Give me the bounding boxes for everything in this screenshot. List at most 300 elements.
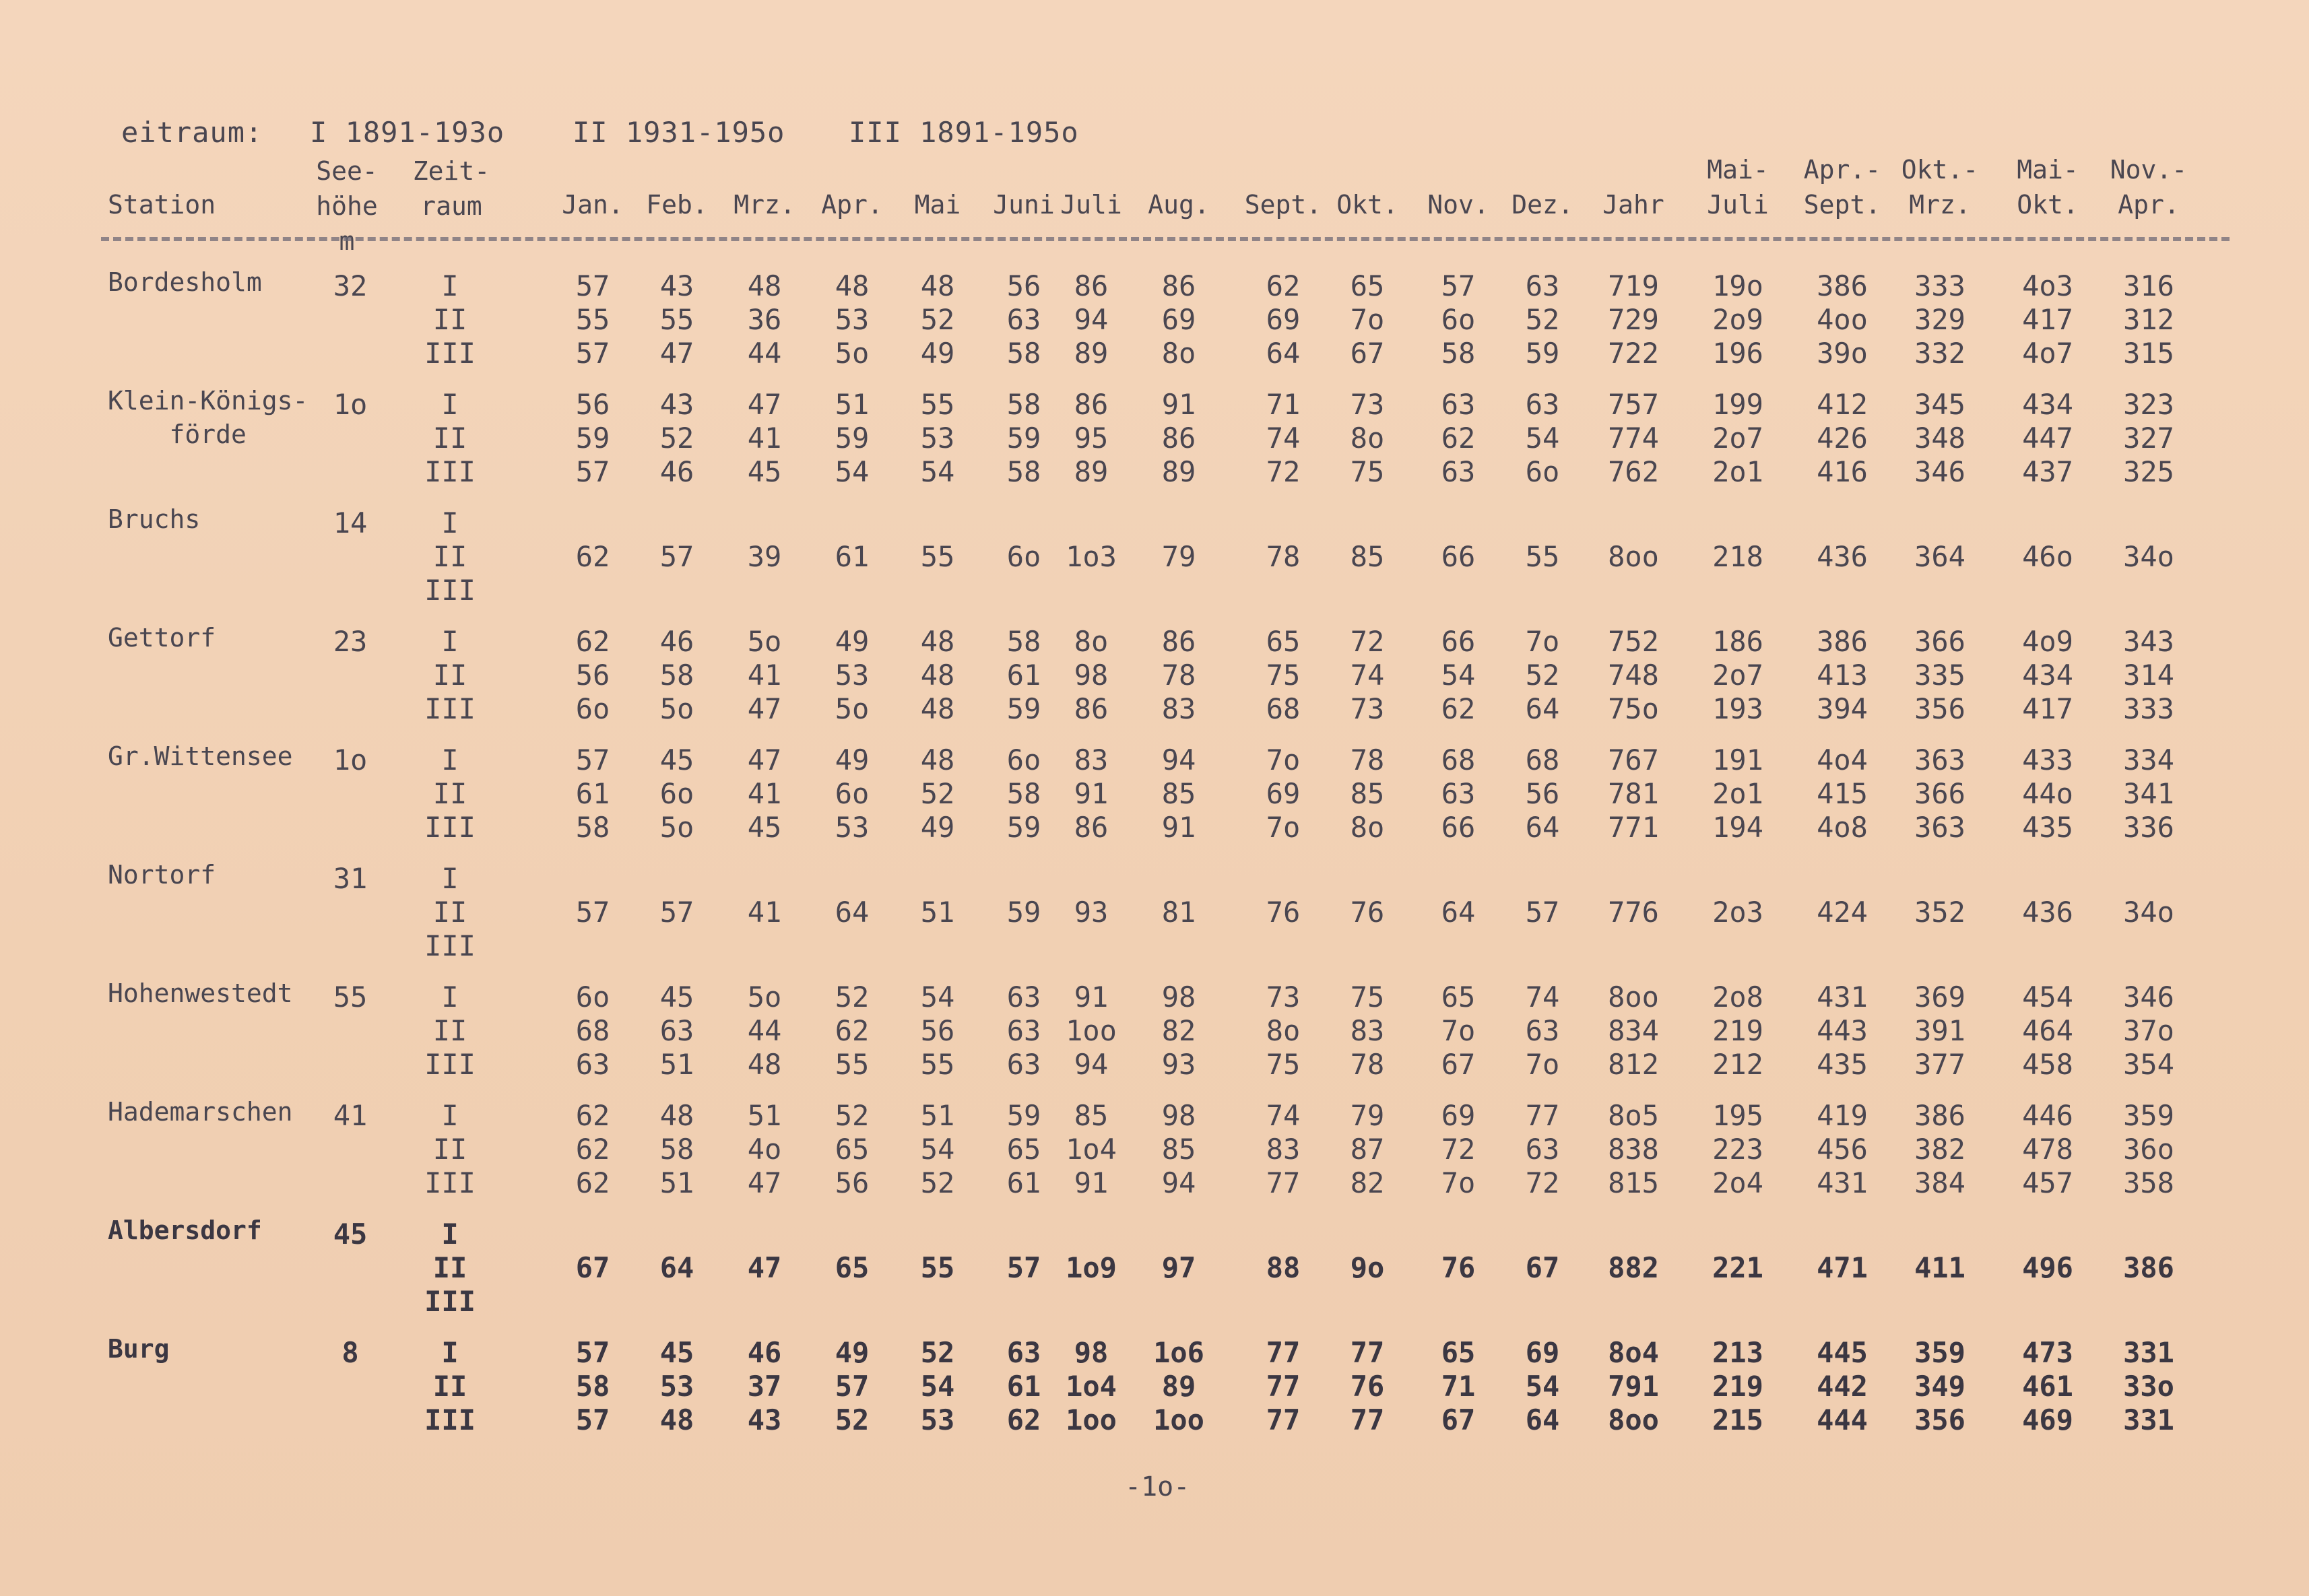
value-cell: 774 [1608,422,1659,455]
value-cell: 6o [1525,455,1560,488]
value-cell: 49 [835,625,870,658]
value-cell: 719 [1608,269,1659,302]
value-cell: 61 [1006,1166,1041,1199]
value-cell: 2o1 [1712,455,1763,488]
value-cell: 79 [1350,1099,1385,1132]
value-cell: 61 [835,540,870,573]
header-zeitraum: Zeit- raum [412,156,490,221]
value-cell: 57 [575,455,610,488]
value-cell: 47 [747,743,782,776]
value-cell: 776 [1608,896,1659,929]
value-cell: 6o [1441,303,1476,336]
value-cell: 57 [835,1370,870,1403]
value-cell: 64 [835,896,870,929]
value-cell: 86 [1161,625,1196,658]
value-cell: 335 [1914,659,1965,692]
value-cell: 6o [1006,743,1041,776]
value-cell: 5o [835,337,870,370]
value-cell: 59 [1525,337,1560,370]
value-cell: 65 [835,1251,870,1284]
value-cell: 53 [659,1370,694,1403]
value-cell: 434 [2022,659,2073,692]
value-cell: 63 [1006,1048,1041,1081]
value-cell: 62 [1441,422,1476,455]
value-cell: 53 [920,1403,955,1436]
value-cell: 93 [1074,896,1109,929]
header-month-10: Nov. [1427,190,1489,220]
value-cell: 316 [2123,269,2174,302]
value-cell: 444 [1817,1403,1868,1436]
value-cell: 63 [1441,388,1476,421]
value-cell: 67 [1350,337,1385,370]
value-cell: 62 [575,1133,610,1166]
station-height: 41 [333,1099,368,1132]
value-cell: 69 [1266,303,1301,336]
value-cell: 2o7 [1712,659,1763,692]
value-cell: 48 [835,269,870,302]
value-cell: 47 [747,692,782,725]
value-cell: 458 [2022,1048,2073,1081]
value-cell: 48 [920,625,955,658]
value-cell: 55 [920,1048,955,1081]
value-cell: 63 [1525,1014,1560,1047]
value-cell: 191 [1712,743,1763,776]
value-cell: 19o [1712,269,1763,302]
header-station: Station [108,190,216,220]
value-cell: 412 [1817,388,1868,421]
period-label: I [441,269,459,302]
header-month-7: Aug. [1148,190,1210,220]
value-cell: 51 [920,896,955,929]
value-cell: 52 [920,1336,955,1369]
value-cell: 52 [659,422,694,455]
value-cell: 435 [1817,1048,1868,1081]
value-cell: 68 [1441,743,1476,776]
value-cell: 219 [1712,1014,1763,1047]
value-cell: 71 [1441,1370,1476,1403]
value-cell: 95 [1074,422,1109,455]
header-month-3: Apr. [821,190,883,220]
station-height: 14 [333,506,368,539]
value-cell: 94 [1161,743,1196,776]
value-cell: 55 [835,1048,870,1081]
value-cell: 74 [1350,659,1385,692]
value-cell: 73 [1266,980,1301,1013]
value-cell: 86 [1074,269,1109,302]
value-cell: 59 [835,422,870,455]
period-label: II [432,659,467,692]
period-label: I [441,980,459,1013]
station-name: Gettorf [108,623,216,653]
value-cell: 73 [1350,692,1385,725]
value-cell: 55 [920,388,955,421]
period-label: III [424,574,476,607]
value-cell: 331 [2123,1403,2174,1436]
header-month-14: Apr.- Sept. [1803,155,1881,220]
value-cell: 445 [1817,1336,1868,1369]
value-cell: 77 [1266,1166,1301,1199]
value-cell: 56 [835,1166,870,1199]
value-cell: 221 [1712,1251,1763,1284]
value-cell: 75o [1608,692,1659,725]
value-cell: 7o [1266,743,1301,776]
value-cell: 62 [575,1099,610,1132]
value-cell: 85 [1161,777,1196,810]
value-cell: 2o8 [1712,980,1763,1013]
value-cell: 47 [747,1251,782,1284]
header-month-2: Mrz. [734,190,795,220]
value-cell: 7o [1525,625,1560,658]
value-cell: 348 [1914,422,1965,455]
value-cell: 1o6 [1153,1336,1204,1369]
value-cell: 56 [575,388,610,421]
value-cell: 58 [659,1133,694,1166]
value-cell: 67 [1441,1403,1476,1436]
value-cell: 336 [2123,811,2174,844]
value-cell: 52 [835,980,870,1013]
value-cell: 68 [1266,692,1301,725]
value-cell: 354 [2123,1048,2174,1081]
value-cell: 48 [920,269,955,302]
value-cell: 52 [1525,659,1560,692]
value-cell: 64 [1525,811,1560,844]
value-cell: 45 [747,455,782,488]
value-cell: 46 [659,455,694,488]
value-cell: 62 [575,1166,610,1199]
value-cell: 377 [1914,1048,1965,1081]
value-cell: 63 [575,1048,610,1081]
value-cell: 78 [1161,659,1196,692]
value-cell: 2o1 [1712,777,1763,810]
value-cell: 4o8 [1817,811,1868,844]
value-cell: 8o4 [1608,1336,1659,1369]
value-cell: 61 [575,777,610,810]
value-cell: 46 [659,625,694,658]
value-cell: 83 [1266,1133,1301,1166]
period-label: II [432,1014,467,1047]
value-cell: 74 [1525,980,1560,1013]
value-cell: 815 [1608,1166,1659,1199]
value-cell: 6o [659,777,694,810]
value-cell: 194 [1712,811,1763,844]
value-cell: 76 [1350,1370,1385,1403]
value-cell: 331 [2123,1336,2174,1369]
value-cell: 325 [2123,455,2174,488]
value-cell: 75 [1266,659,1301,692]
value-cell: 8o [1266,1014,1301,1047]
value-cell: 356 [1914,692,1965,725]
value-cell: 341 [2123,777,2174,810]
value-cell: 68 [575,1014,610,1047]
header-month-4: Mai [914,190,961,220]
value-cell: 66 [1441,625,1476,658]
value-cell: 53 [835,303,870,336]
value-cell: 4o3 [2022,269,2073,302]
value-cell: 58 [1006,388,1041,421]
period-3: III 1891-195o [849,116,1079,149]
value-cell: 6o [1006,540,1041,573]
value-cell: 57 [575,1336,610,1369]
value-cell: 359 [1914,1336,1965,1369]
value-cell: 333 [1914,269,1965,302]
value-cell: 89 [1074,455,1109,488]
value-cell: 63 [1006,303,1041,336]
period-label: I [441,625,459,658]
value-cell: 433 [2022,743,2073,776]
value-cell: 78 [1350,743,1385,776]
value-cell: 55 [1525,540,1560,573]
value-cell: 57 [1525,896,1560,929]
value-cell: 93 [1161,1048,1196,1081]
value-cell: 473 [2022,1336,2073,1369]
value-cell: 41 [747,422,782,455]
station-height: 32 [333,269,368,302]
value-cell: 77 [1525,1099,1560,1132]
station-height: 8 [342,1336,359,1369]
value-cell: 53 [920,422,955,455]
value-cell: 8o [1350,811,1385,844]
value-cell: 366 [1914,777,1965,810]
value-cell: 6o [575,980,610,1013]
value-cell: 58 [1006,337,1041,370]
value-cell: 54 [1441,659,1476,692]
value-cell: 478 [2022,1133,2073,1166]
value-cell: 65 [1266,625,1301,658]
value-cell: 447 [2022,422,2073,455]
value-cell: 37 [747,1370,782,1403]
value-cell: 67 [575,1251,610,1284]
value-cell: 1o3 [1066,540,1117,573]
period-label: I [441,1336,459,1369]
value-cell: 98 [1161,980,1196,1013]
value-cell: 63 [1525,269,1560,302]
station-name: Hohenwestedt [108,978,293,1008]
value-cell: 5o [659,692,694,725]
value-cell: 65 [835,1133,870,1166]
value-cell: 349 [1914,1370,1965,1403]
value-cell: 426 [1817,422,1868,455]
value-cell: 442 [1817,1370,1868,1403]
value-cell: 213 [1712,1336,1763,1369]
station-name: Burg [108,1334,170,1364]
value-cell: 2o4 [1712,1166,1763,1199]
value-cell: 7o [1525,1048,1560,1081]
value-cell: 87 [1350,1133,1385,1166]
value-cell: 46 [747,1336,782,1369]
value-cell: 186 [1712,625,1763,658]
value-cell: 98 [1074,659,1109,692]
value-cell: 85 [1074,1099,1109,1132]
header-divider [101,237,2230,241]
value-cell: 39o [1817,337,1868,370]
value-cell: 49 [920,337,955,370]
value-cell: 343 [2123,625,2174,658]
period-label: III [424,1285,476,1318]
value-cell: 66 [1441,811,1476,844]
period-label: III [424,455,476,488]
value-cell: 63 [1006,1336,1041,1369]
value-cell: 43 [659,388,694,421]
station-name: Nortorf [108,860,216,890]
value-cell: 44 [747,337,782,370]
header-seehoehe: See- höhe m [316,156,378,256]
period-label: III [424,337,476,370]
value-cell: 762 [1608,455,1659,488]
value-cell: 49 [920,811,955,844]
value-cell: 1oo [1066,1403,1117,1436]
value-cell: 63 [1525,1133,1560,1166]
value-cell: 58 [659,659,694,692]
value-cell: 436 [2022,896,2073,929]
value-cell: 369 [1914,980,1965,1013]
station-height: 55 [333,980,368,1013]
value-cell: 57 [659,540,694,573]
value-cell: 5o [747,625,782,658]
value-cell: 57 [659,896,694,929]
value-cell: 4o7 [2022,337,2073,370]
value-cell: 329 [1914,303,1965,336]
value-cell: 722 [1608,337,1659,370]
value-cell: 5o [747,980,782,1013]
value-cell: 45 [659,980,694,1013]
value-cell: 57 [575,269,610,302]
value-cell: 48 [659,1403,694,1436]
value-cell: 73 [1350,388,1385,421]
value-cell: 7o [1441,1014,1476,1047]
value-cell: 85 [1350,540,1385,573]
value-cell: 446 [2022,1099,2073,1132]
value-cell: 68 [1525,743,1560,776]
period-label: III [424,1048,476,1081]
value-cell: 64 [1525,692,1560,725]
value-cell: 52 [835,1403,870,1436]
value-cell: 56 [575,659,610,692]
value-cell: 91 [1161,388,1196,421]
value-cell: 82 [1350,1166,1385,1199]
value-cell: 366 [1914,625,1965,658]
value-cell: 74 [1266,1099,1301,1132]
value-cell: 363 [1914,743,1965,776]
value-cell: 86 [1074,388,1109,421]
value-cell: 34o [2123,540,2174,573]
value-cell: 63 [1006,1014,1041,1047]
value-cell: 384 [1914,1166,1965,1199]
value-cell: 59 [1006,692,1041,725]
value-cell: 8o [1350,422,1385,455]
station-name: Gr.Wittensee [108,741,293,771]
value-cell: 57 [1006,1251,1041,1284]
value-cell: 356 [1914,1403,1965,1436]
value-cell: 2o7 [1712,422,1763,455]
value-cell: 59 [1006,422,1041,455]
value-cell: 76 [1266,896,1301,929]
value-cell: 424 [1817,896,1868,929]
value-cell: 382 [1914,1133,1965,1166]
period-label: I [441,1099,459,1132]
value-cell: 45 [747,811,782,844]
value-cell: 51 [920,1099,955,1132]
value-cell: 49 [835,1336,870,1369]
value-cell: 65 [1441,980,1476,1013]
value-cell: 431 [1817,980,1868,1013]
value-cell: 53 [835,811,870,844]
header-month-5: Juni [993,190,1055,220]
value-cell: 62 [1006,1403,1041,1436]
value-cell: 63 [659,1014,694,1047]
value-cell: 781 [1608,777,1659,810]
value-cell: 86 [1074,811,1109,844]
value-cell: 94 [1074,303,1109,336]
period-label: II [432,896,467,929]
value-cell: 72 [1350,625,1385,658]
period-1: I 1891-193o [310,116,505,149]
value-cell: 417 [2022,303,2073,336]
value-cell: 63 [1441,455,1476,488]
value-cell: 394 [1817,692,1868,725]
value-cell: 77 [1350,1336,1385,1369]
period-label: III [424,929,476,962]
value-cell: 193 [1712,692,1763,725]
value-cell: 63 [1006,980,1041,1013]
value-cell: 415 [1817,777,1868,810]
value-cell: 359 [2123,1099,2174,1132]
value-cell: 411 [1914,1251,1965,1284]
value-cell: 97 [1161,1251,1196,1284]
station-name: Bordesholm [108,267,262,297]
value-cell: 83 [1074,743,1109,776]
value-cell: 49 [835,743,870,776]
value-cell: 215 [1712,1403,1763,1436]
value-cell: 8oo [1608,980,1659,1013]
value-cell: 363 [1914,811,1965,844]
value-cell: 457 [2022,1166,2073,1199]
value-cell: 223 [1712,1133,1763,1166]
value-cell: 334 [2123,743,2174,776]
value-cell: 834 [1608,1014,1659,1047]
value-cell: 2o9 [1712,303,1763,336]
value-cell: 47 [747,388,782,421]
value-cell: 219 [1712,1370,1763,1403]
period-label: I [441,506,459,539]
value-cell: 53 [835,659,870,692]
value-cell: 456 [1817,1133,1868,1166]
value-cell: 48 [920,692,955,725]
value-cell: 59 [1006,811,1041,844]
value-cell: 4o [747,1133,782,1166]
period-label: III [424,1166,476,1199]
value-cell: 52 [1525,303,1560,336]
value-cell: 51 [835,388,870,421]
value-cell: 63 [1441,777,1476,810]
station-name: Hademarschen [108,1097,293,1127]
header-month-6: Juli [1060,190,1122,220]
value-cell: 7o [1441,1166,1476,1199]
value-cell: 48 [659,1099,694,1132]
value-cell: 54 [835,455,870,488]
header-month-13: Mai- Juli [1707,155,1769,220]
value-cell: 1o4 [1066,1133,1117,1166]
value-cell: 66 [1441,540,1476,573]
value-cell: 54 [920,1133,955,1166]
value-cell: 65 [1006,1133,1041,1166]
value-cell: 352 [1914,896,1965,929]
value-cell: 364 [1914,540,1965,573]
header-month-15: Okt.- Mrz. [1901,155,1979,220]
value-cell: 312 [2123,303,2174,336]
value-cell: 62 [835,1014,870,1047]
value-cell: 332 [1914,337,1965,370]
value-cell: 81 [1161,896,1196,929]
